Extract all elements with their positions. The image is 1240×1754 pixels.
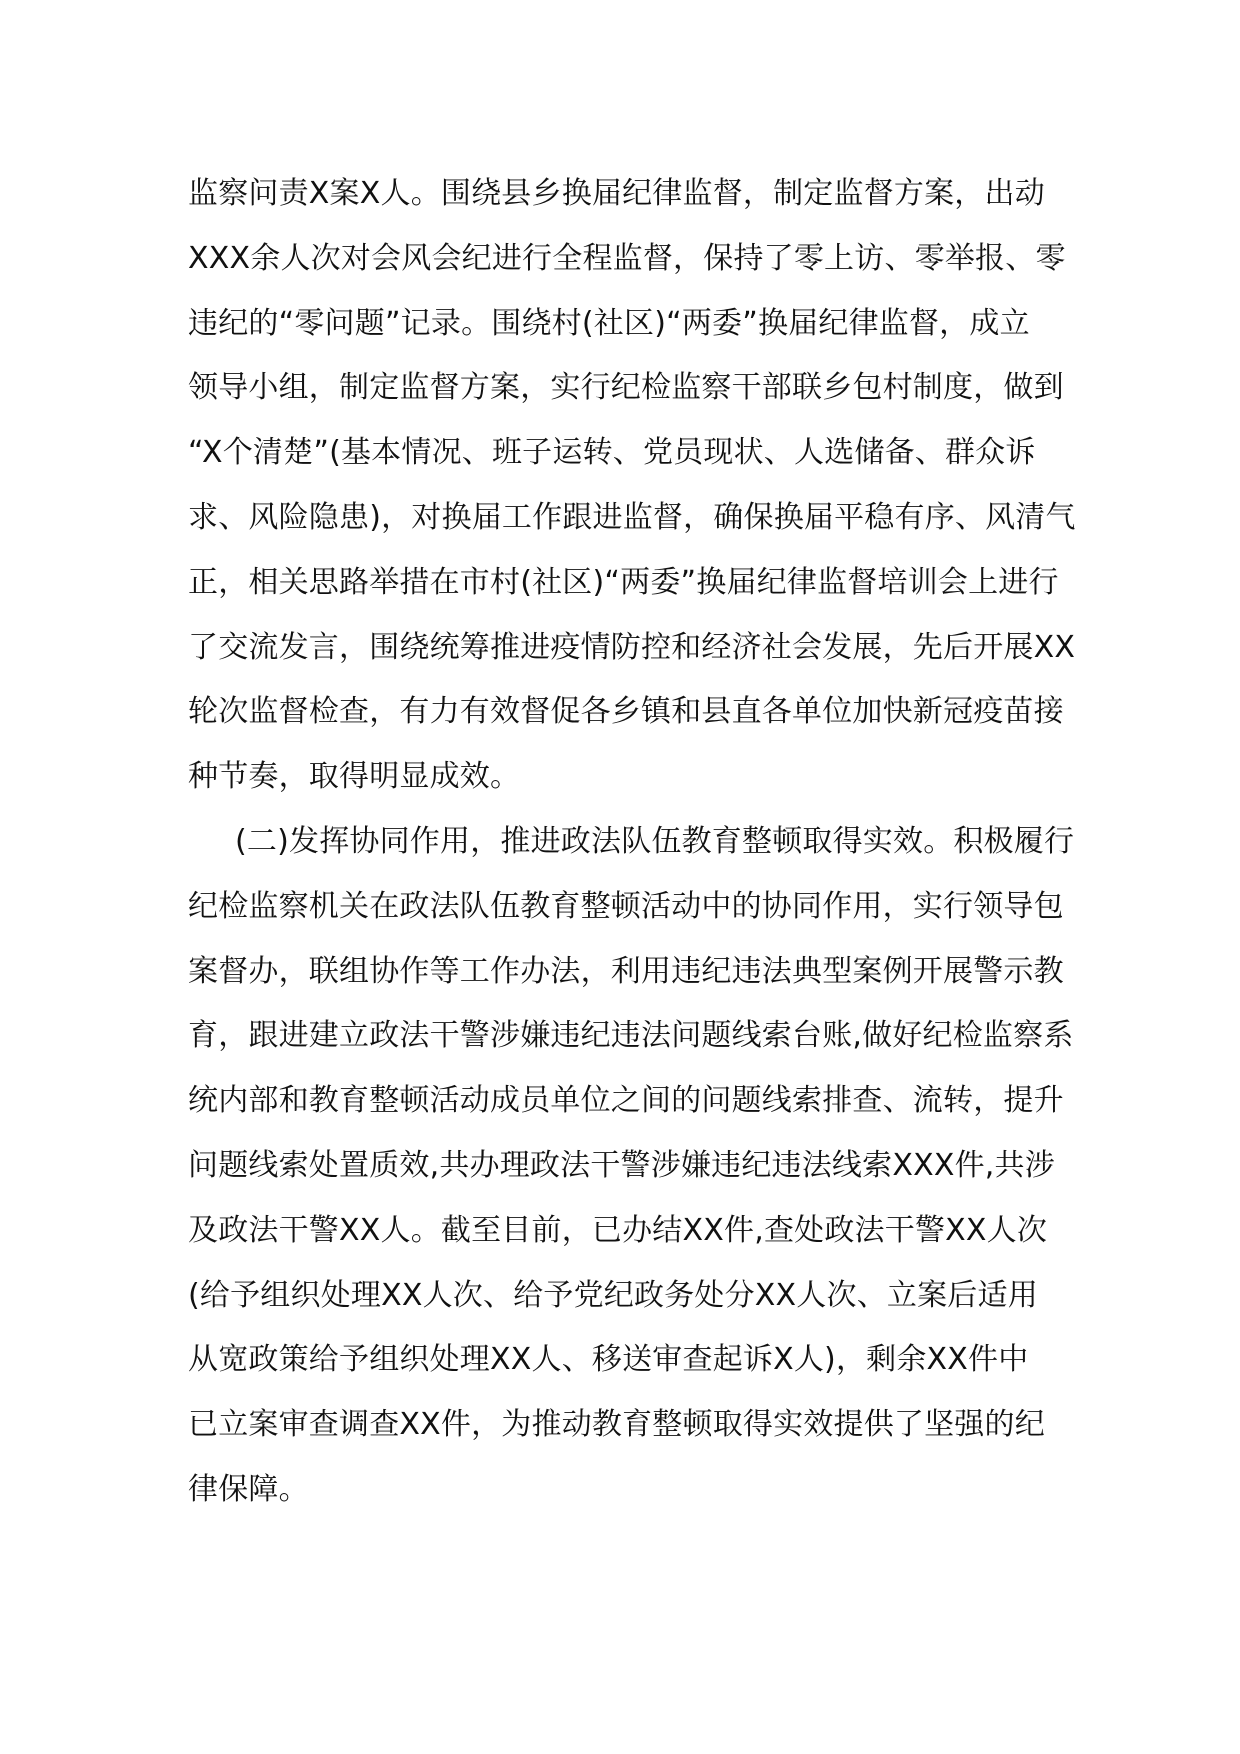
paragraph-line: 轮次监督检查，有力有效督促各乡镇和县直各单位加快新冠疫苗接 — [188, 694, 1064, 730]
paragraph-line: (二)发挥协同作用，推进政法队伍教育整顿取得实效。积极履行 — [235, 823, 1075, 859]
paragraph-line: 了交流发言，围绕统筹推进疫情防控和经济社会发展，先后开展XX — [188, 629, 1076, 665]
paragraph-1 — [188, 162, 1076, 810]
paragraph-line: 种节奏，取得明显成效。 — [188, 759, 521, 795]
paragraph-line: 及政法干警XX人。截至目前，已办结XX件,查处政法干警XX人次 — [188, 1212, 1048, 1248]
paragraph-line: 问题线索处置质效,共办理政法干警涉嫌违纪违法线索XXX件,共涉 — [188, 1147, 1055, 1183]
paragraph-line: 已立案审查调查XX件，为推动教育整顿取得实效提供了坚强的纪 — [188, 1407, 1045, 1443]
paragraph-line: 求、风险隐患)，对换届工作跟进监督，确保换届平稳有序、风清气 — [188, 499, 1076, 535]
paragraph-line: 统内部和教育整顿活动成员单位之间的问题线索排查、流转，提升 — [188, 1083, 1064, 1119]
paragraph-line: 领导小组，制定监督方案，实行纪检监察干部联乡包村制度，做到 — [188, 370, 1064, 406]
paragraph-line: “X个清楚”(基本情况、班子运转、党员现状、人选储备、群众诉 — [188, 435, 1036, 471]
paragraph-line: 纪检监察机关在政法队伍教育整顿活动中的协同作用，实行领导包 — [188, 888, 1064, 924]
paragraph-line: 正，相关思路举措在市村(社区)“两委”换届纪律监督培训会上进行 — [188, 564, 1059, 600]
paragraph-2 — [188, 810, 1075, 1523]
document-body — [188, 162, 1076, 1523]
paragraph-line: 违纪的“零问题”记录。围绕村(社区)“两委”换届纪律监督，成立 — [188, 305, 1030, 341]
paragraph-line: 案督办，联组协作等工作办法，利用违纪违法典型案例开展警示教 — [188, 953, 1064, 989]
paragraph-line: 监察问责X案X人。围绕县乡换届纪律监督，制定监督方案，出动 — [188, 176, 1045, 211]
paragraph-line: 律保障。 — [188, 1471, 309, 1507]
paragraph-line: 育，跟进建立政法干警涉嫌违纪违法问题线索台账,做好纪检监察系 — [188, 1018, 1074, 1054]
paragraph-line: XXX余人次对会风会纪进行全程监督，保持了零上访、零举报、零 — [188, 240, 1066, 276]
paragraph-line: (给予组织处理XX人次、给予党纪政务处分XX人次、立案后适用 — [188, 1277, 1038, 1313]
paragraph-line: 从宽政策给予组织处理XX人、移送审查起诉X人)，剩余XX件中 — [188, 1342, 1029, 1378]
